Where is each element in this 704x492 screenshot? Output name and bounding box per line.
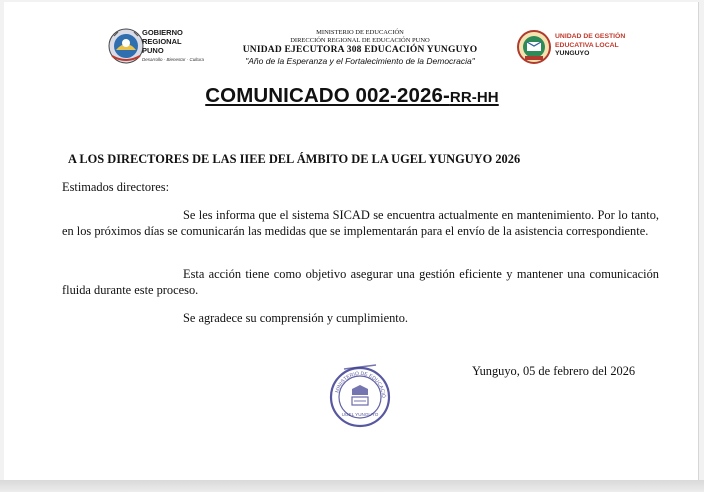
ugel-name <box>555 33 625 59</box>
gob-line-3: PUNO <box>142 46 164 55</box>
title-main: COMUNICADO 002-2026- <box>205 84 450 107</box>
addressee: A LOS DIRECTORES DE LAS IIEE DEL ÁMBITO DE LA UGEL YUNGUYO 2026 <box>68 152 521 166</box>
greeting: Estimados directores: <box>62 180 170 194</box>
institution-header <box>210 29 510 67</box>
svg-text:MINISTERIO DE EDUCACIÓN: MINISTERIO DE EDUCACIÓ <box>334 370 387 399</box>
date-line: Yunguyo, 05 de febrero del 2026 <box>472 364 636 378</box>
regional-government-emblem-icon <box>106 26 146 66</box>
page-shadow <box>0 480 704 492</box>
gob-line-2: REGIONAL <box>142 37 182 46</box>
paragraph-3: Se agradece su comprensión y cumplimiento. <box>183 311 409 325</box>
paragraph-2: Esta acción tiene como objetivo asegurar una gestión eficiente y mantener una comunicación fluida durante este proceso. <box>62 267 659 297</box>
ugel-line-2: EDUCATIVA LOCAL <box>555 41 619 49</box>
regional-government-name <box>142 28 183 55</box>
paragraph-1: Se les informa que el sistema SICAD se encuentra actualmente en mantenimiento. Por lo tanto, en los próximos días se comunicarán las medidas que se implementarán para el envío de la asistencia correspondiente. <box>62 208 659 238</box>
ministry-name: MINISTERIO DE EDUCACIÓN <box>316 29 404 36</box>
official-seal-stamp-icon <box>328 363 392 429</box>
ugel-emblem-icon <box>516 29 552 65</box>
gob-line-1: GOBIERNO <box>142 28 183 37</box>
year-motto: "Año de la Esperanza y el Fortalecimiento de la Democracia" <box>245 56 475 66</box>
ugel-line-1: UNIDAD DE GESTIÓN <box>555 33 626 40</box>
gob-slogan: Desarrollo · Bienestar · Cultura <box>142 57 205 62</box>
ugel-line-3: YUNGUYO <box>555 50 590 57</box>
svg-text:UGEL YUNGUYO: UGEL YUNGUYO <box>341 412 379 417</box>
title-suffix: RR-HH <box>449 89 499 106</box>
executing-unit: UNIDAD EJECUTORA 308 EDUCACIÓN YUNGUYO <box>242 45 478 55</box>
regional-direction: DIRECCIÓN REGIONAL DE EDUCACIÓN PUNO <box>290 37 430 44</box>
document-title <box>0 84 704 108</box>
